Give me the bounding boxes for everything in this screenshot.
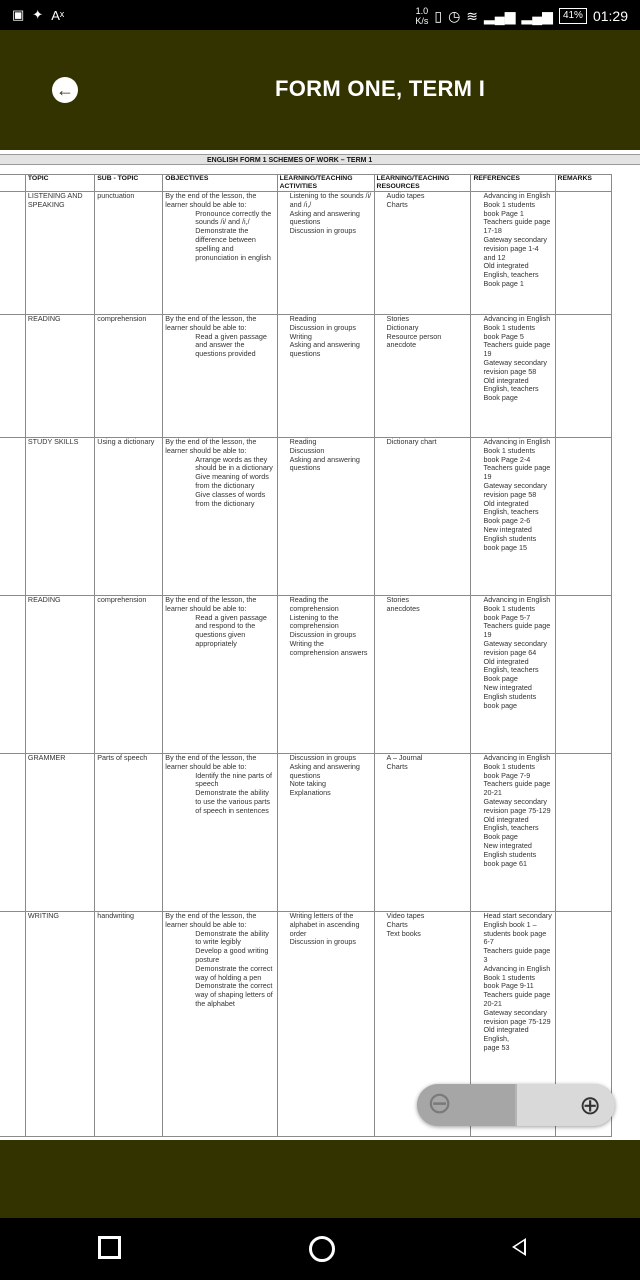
resource-item: Video tapes	[386, 911, 425, 920]
reference-item: Gateway secondary revision page 75-129	[483, 796, 551, 815]
vibrate-icon: ▯	[434, 7, 443, 24]
resource-item: A – Journal	[386, 753, 423, 762]
resources-cell	[374, 192, 471, 315]
objective-item: Demonstrate the difference between spelling and pronunciation in english	[195, 226, 271, 262]
activity-item: Writing letters of the alphabet in ascending order	[289, 911, 360, 938]
objective-item: Arrange words as they should be in a dictionary	[195, 454, 273, 473]
objective-item: Read a given passage and respond to the questions given appropriately	[195, 612, 267, 648]
activity-item: Asking and answering questions	[289, 208, 360, 227]
twitter-icon: ✦	[32, 7, 44, 22]
wifi-icon: ≋	[466, 7, 479, 24]
remarks-cell	[555, 596, 611, 754]
activity-item: Asking and answering questions	[289, 340, 360, 359]
reference-item: Advancing in English Book 1 students book Page 9-11	[483, 963, 551, 991]
subtopic-cell: Parts of speech	[95, 754, 163, 912]
table-row	[0, 596, 612, 754]
lesson-cell	[0, 596, 25, 754]
reference-item: Teachers guide page 19	[483, 340, 551, 359]
topic-cell: GRAMMER	[25, 754, 94, 912]
header-remarks: REMARKS	[555, 175, 611, 192]
reference-item: New integrated English students book page	[483, 682, 537, 710]
header-resources: LEARNING/TEACHING RESOURCES	[374, 175, 471, 192]
activity-item: Discussion in groups	[289, 937, 356, 947]
activity-item: Reading the comprehension	[289, 595, 339, 613]
objectives-intro: By the end of the lesson, the learner should be able to:	[165, 314, 257, 332]
reference-item: Teachers guide page 20-21	[483, 779, 551, 798]
back-triangle-icon[interactable]	[512, 1238, 526, 1256]
references-cell	[471, 754, 555, 912]
references-cell	[471, 315, 555, 438]
resources-cell	[374, 315, 471, 438]
app-bar	[0, 30, 640, 150]
signal-icon: ▂▄▆	[521, 7, 553, 24]
reference-item: Gateway secondary revision page 64	[483, 638, 548, 657]
lesson-cell	[0, 438, 25, 596]
subtopic-cell: punctuation	[95, 192, 163, 315]
objective-item: Identify the nine parts of speech	[195, 770, 273, 789]
reference-item: Advancing in English Book 1 students book Page 5	[483, 314, 551, 341]
activity-item: Reading	[289, 314, 317, 323]
resource-item: anecdote	[386, 340, 417, 350]
reference-item: Gateway secondary revision page 1-4 and 12	[483, 234, 548, 262]
reference-item: Old integrated English, teachers Book page	[483, 656, 539, 684]
activity-item: Listening to the comprehension	[289, 612, 339, 631]
reference-item: Teachers guide page 20-21	[483, 990, 551, 1008]
objective-item: Demonstrate the correct way of shaping letters of the alphabet	[195, 981, 273, 1008]
activity-item: Discussion in groups	[289, 226, 356, 236]
objectives-cell	[163, 315, 277, 438]
activity-item: Explanations	[289, 788, 331, 798]
references-cell	[471, 192, 555, 315]
reference-item: Advancing in English Book 1 students book Page 5-7	[483, 595, 551, 622]
references-cell	[471, 438, 555, 596]
header-subtopic: SUB - TOPIC	[95, 175, 163, 192]
remarks-cell	[555, 315, 611, 438]
reference-item: Advancing in English Book 1 students book Page 1	[483, 191, 551, 218]
net-speed-unit: K/s	[415, 16, 429, 26]
resources-cell	[374, 754, 471, 912]
activity-item: Reading	[289, 437, 317, 446]
reference-item: Head start secondary English book 1 – students book page 6-7	[483, 911, 552, 947]
objectives-intro: By the end of the lesson, the learner should be able to:	[165, 191, 257, 209]
resource-item: Dictionary	[386, 322, 419, 332]
remarks-cell	[555, 192, 611, 315]
reference-item: Teachers guide page 19	[483, 463, 551, 482]
gallery-icon: ▣	[12, 7, 25, 22]
activities-cell	[277, 912, 374, 1137]
topic-cell: READING	[25, 315, 94, 438]
reference-item: Gateway secondary revision page 75-129	[483, 1007, 551, 1026]
objective-item: Give classes of words from the dictionary	[195, 489, 266, 508]
home-circle-icon[interactable]	[309, 1236, 335, 1262]
clock: 01:29	[592, 8, 628, 24]
footer-bar	[0, 1140, 640, 1218]
objective-item: Read a given passage and answer the questions provided	[195, 331, 267, 359]
table-row	[0, 754, 612, 912]
objectives-cell	[163, 192, 277, 315]
objectives-cell	[163, 596, 277, 754]
activity-item: Writing the comprehension answers	[289, 638, 368, 657]
resource-item: anecdotes	[386, 603, 420, 613]
activities-cell	[277, 438, 374, 596]
header-lesson	[0, 175, 25, 192]
references-cell	[471, 596, 555, 754]
remarks-cell	[555, 438, 611, 596]
reference-item: Old integrated English, teachers Book page	[483, 814, 539, 842]
header-activities: LEARNING/TEACHING ACTIVITIES	[277, 175, 374, 192]
lesson-cell	[0, 912, 25, 1137]
header-topic: TOPIC	[25, 175, 94, 192]
reference-item: Gateway secondary revision page 58	[483, 480, 548, 499]
header-objectives: OBJECTIVES	[163, 175, 277, 192]
reference-item: Gateway secondary revision page 58	[483, 357, 548, 376]
activities-cell	[277, 315, 374, 438]
zoom-controls	[417, 1084, 615, 1126]
translate-icon: Aˣ	[51, 7, 65, 23]
reference-item: Teachers guide page 3	[483, 946, 551, 964]
table-row	[0, 438, 612, 596]
objectives-cell	[163, 754, 277, 912]
document-title: ENGLISH FORM 1 SCHEMES OF WORK – TERM 1	[0, 154, 640, 165]
arrow-left-circle-icon[interactable]: ←	[52, 77, 78, 103]
resource-item: Stories	[386, 595, 409, 604]
activities-cell	[277, 596, 374, 754]
resource-item: Stories	[386, 314, 409, 323]
reference-item: page 53	[483, 1042, 510, 1052]
resource-item: Text books	[386, 928, 421, 938]
lesson-cell	[0, 192, 25, 315]
alarm-icon: ◷	[448, 7, 461, 24]
objectives-intro: By the end of the lesson, the learner should be able to:	[165, 595, 257, 613]
zoom-in-icon[interactable]: ⊕	[517, 1084, 615, 1126]
table-row	[0, 192, 612, 315]
resources-cell	[374, 596, 471, 754]
lesson-cell	[0, 315, 25, 438]
activities-cell	[277, 754, 374, 912]
resource-item: Audio tapes	[386, 191, 425, 200]
lesson-cell	[0, 754, 25, 912]
activity-item: Discussion	[289, 445, 325, 455]
resource-item: Dictionary chart	[386, 437, 437, 446]
activity-item: Discussion in groups	[289, 630, 356, 640]
reference-item: Old integrated English, teachers Book page 1	[483, 261, 539, 288]
activity-item: Discussion in groups	[289, 322, 356, 332]
document-viewer[interactable]	[0, 150, 640, 1140]
reference-item: New integrated English students book page 61	[483, 840, 537, 868]
objective-item: Give meaning of words from the dictionary	[195, 472, 269, 490]
table-row	[0, 315, 612, 438]
objective-item: Demonstrate the ability to use the various parts of speech in sentences	[195, 788, 271, 815]
reference-item: Advancing in English Book 1 students book Page 2-4	[483, 437, 551, 464]
zoom-out-icon[interactable]: ⊖	[417, 1084, 515, 1126]
reference-item: Teachers guide page 19	[483, 621, 551, 640]
objectives-cell	[163, 438, 277, 596]
objectives-cell	[163, 912, 277, 1137]
signal-icon: ▂▄▆	[484, 7, 516, 24]
activity-item: Note taking	[289, 779, 326, 789]
resource-item: Resource person	[386, 331, 442, 341]
topic-cell: LISTENING AND SPEAKING	[25, 192, 94, 315]
topic-cell: WRITING	[25, 912, 94, 1137]
objective-item: Develop a good writing posture	[195, 946, 269, 964]
recents-square-icon[interactable]	[98, 1236, 121, 1259]
page-title: FORM ONE, TERM I	[275, 76, 486, 101]
activities-cell	[277, 192, 374, 315]
reference-item: Old integrated English, teachers Book page	[483, 375, 539, 403]
battery-indicator: 41%	[559, 8, 587, 24]
activity-item: Asking and answering questions	[289, 454, 360, 473]
reference-item: Advancing in English Book 1 students book Page 7-9	[483, 753, 551, 780]
objective-item: Pronounce correctly the sounds /i/ and /i,/	[195, 208, 272, 227]
activity-item: Discussion in groups	[289, 753, 356, 762]
topic-cell: STUDY SKILLS	[25, 438, 94, 596]
nav-bar	[0, 1218, 640, 1280]
reference-item: New integrated English students book page 15	[483, 524, 537, 552]
activity-item: Writing	[289, 331, 312, 341]
topic-cell: READING	[25, 596, 94, 754]
resource-item: Charts	[386, 919, 408, 929]
resource-item: Charts	[386, 199, 408, 209]
status-bar	[0, 0, 640, 30]
objective-item: Demonstrate the correct way of holding a pen	[195, 963, 273, 982]
subtopic-cell: comprehension	[95, 315, 163, 438]
table-header-row	[0, 175, 612, 192]
reference-item: Teachers guide page 17-18	[483, 217, 551, 236]
schemes-table	[0, 174, 612, 1137]
subtopic-cell: handwriting	[95, 912, 163, 1137]
objectives-intro: By the end of the lesson, the learner should be able to:	[165, 437, 257, 455]
subtopic-cell: Using a dictionary	[95, 438, 163, 596]
net-speed	[415, 6, 428, 26]
reference-item: Old integrated English,	[483, 1025, 529, 1044]
remarks-cell	[555, 754, 611, 912]
resource-item: Charts	[386, 761, 408, 771]
resources-cell	[374, 438, 471, 596]
header-references: REFERENCES	[471, 175, 555, 192]
activity-item: Listening to the sounds /i/ and /i,/	[289, 191, 372, 209]
net-speed-value: 1.0	[415, 6, 429, 16]
objective-item: Demonstrate the ability to write legibly	[195, 928, 269, 947]
subtopic-cell: comprehension	[95, 596, 163, 754]
objectives-intro: By the end of the lesson, the learner should be able to:	[165, 753, 257, 771]
activity-item: Asking and answering questions	[289, 761, 360, 780]
objectives-intro: By the end of the lesson, the learner should be able to:	[165, 911, 257, 929]
reference-item: Old integrated English, teachers Book page 2-6	[483, 498, 539, 526]
